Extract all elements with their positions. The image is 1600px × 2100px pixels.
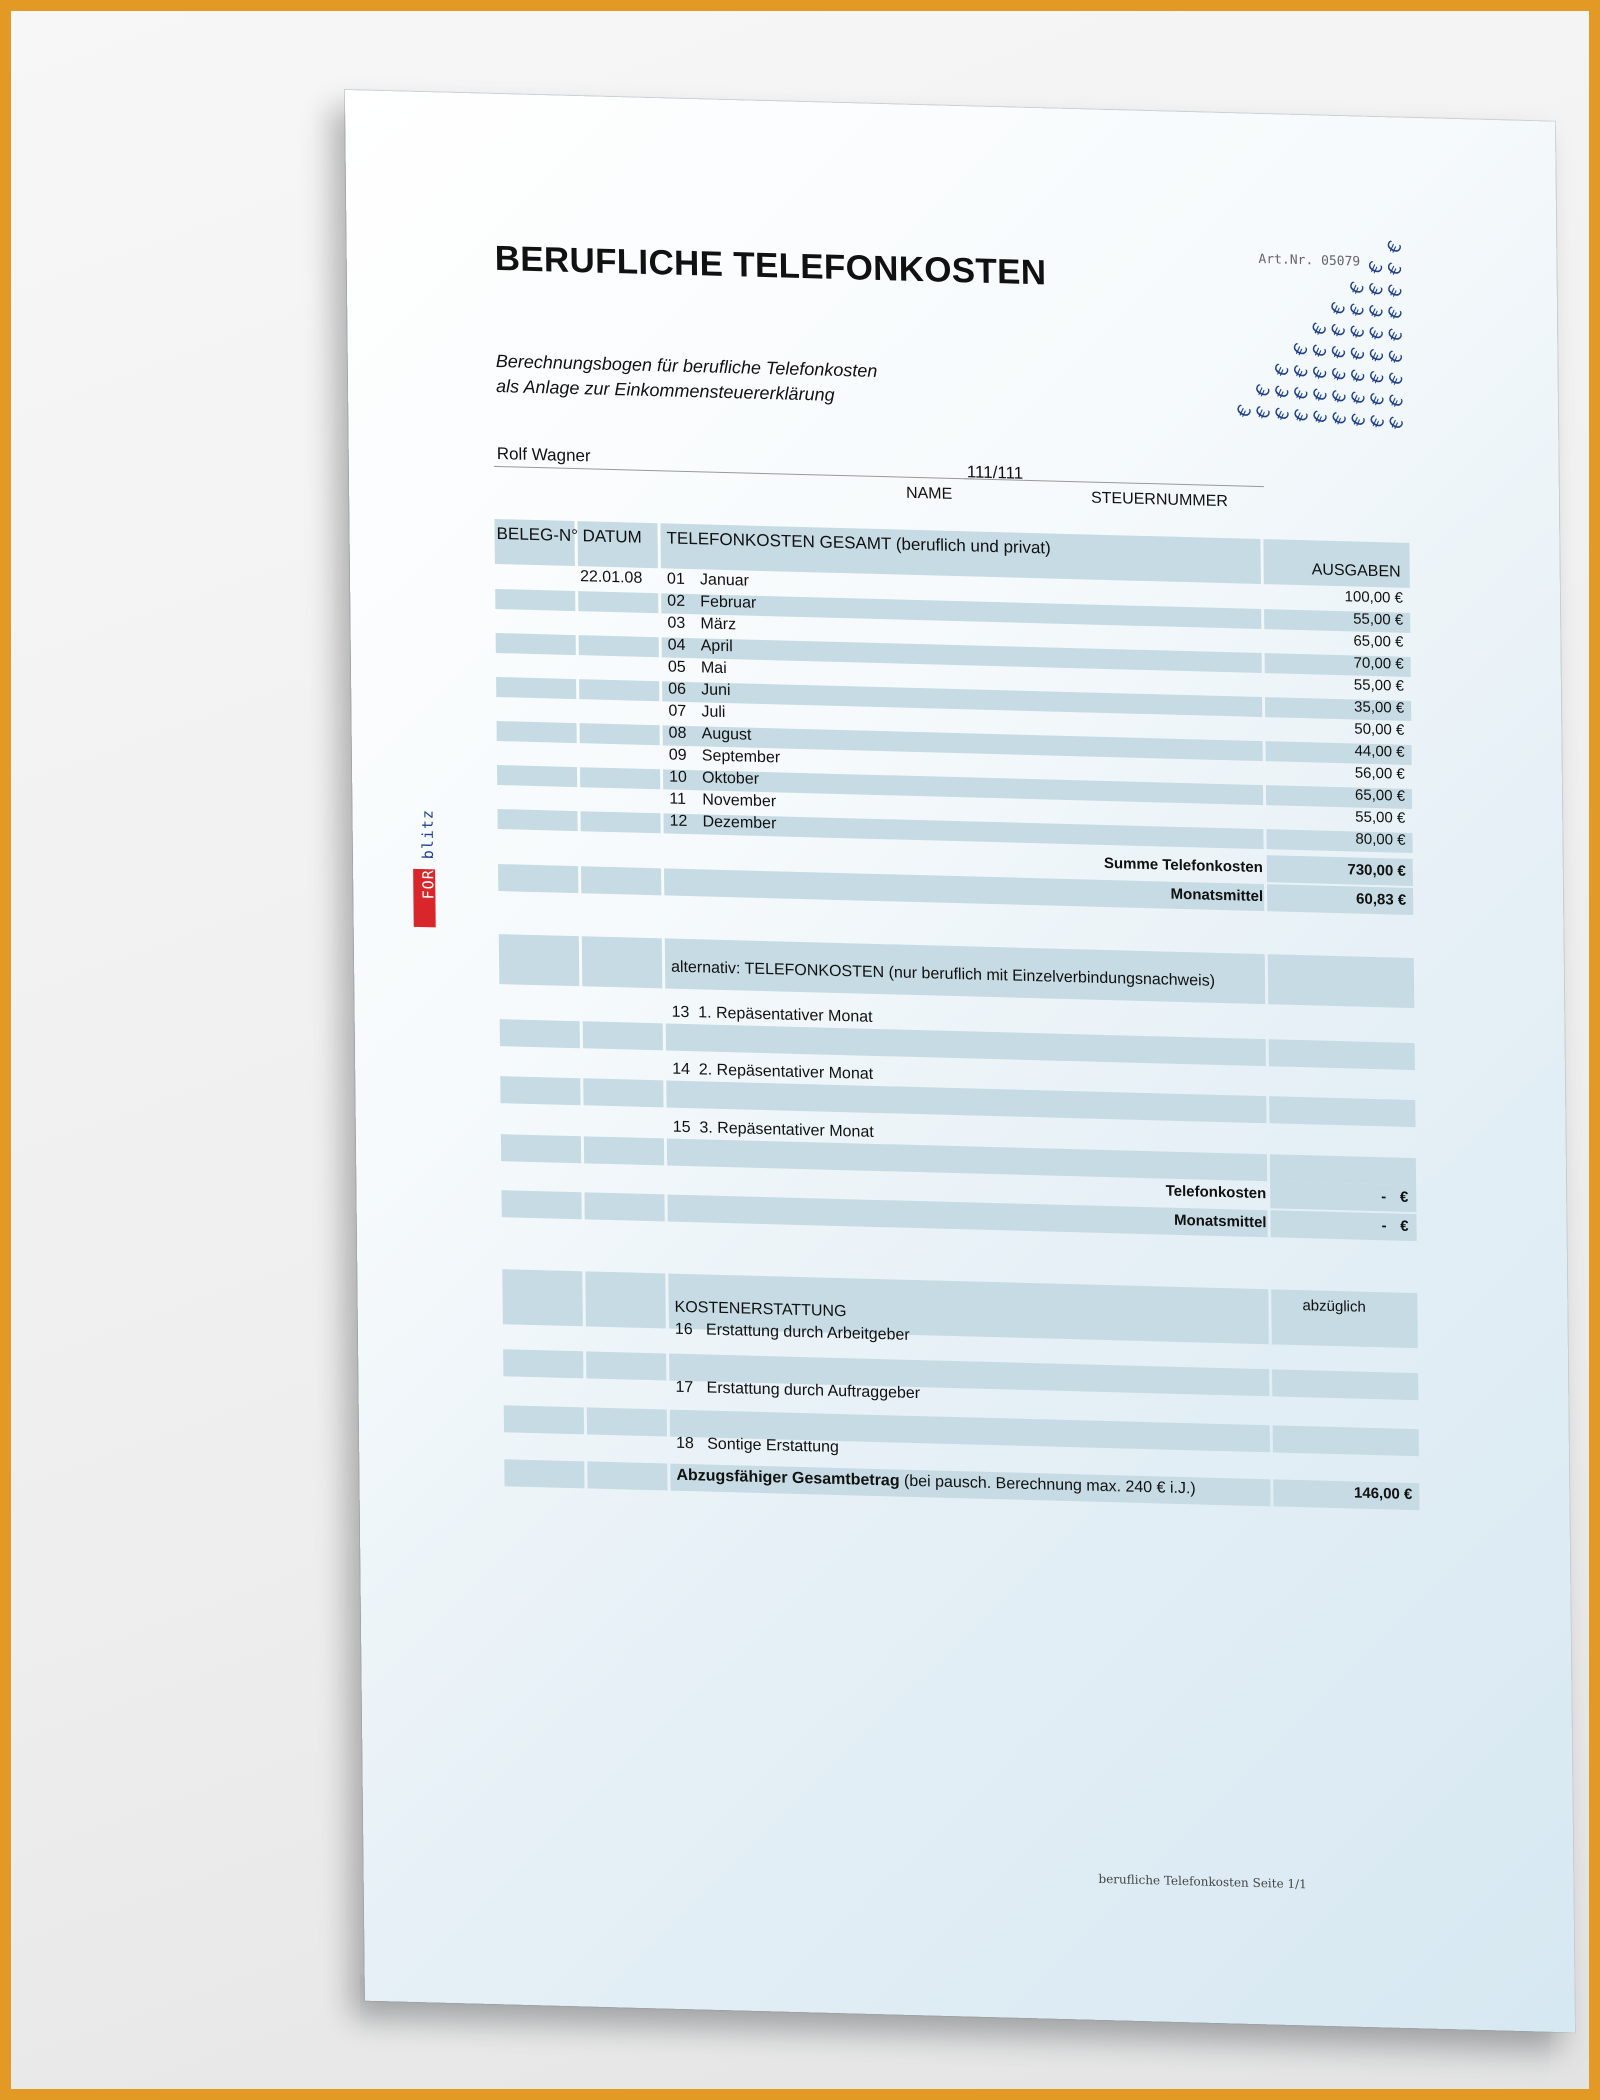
row-amount: 65,00 € [1354, 786, 1406, 805]
euro-pattern-icon [1206, 233, 1409, 448]
row-number: 11 [669, 790, 687, 808]
formblitz-logo [412, 797, 438, 928]
row-label: Sontige Erstattung [707, 1435, 839, 1457]
row-month: April [700, 637, 733, 656]
euro-glyph: € [1364, 302, 1389, 322]
average-label: Monatsmittel [1170, 885, 1264, 906]
table2-average-value: - [1381, 1217, 1387, 1235]
row-number: 14 [672, 1060, 691, 1079]
subtitle-line-1: Berechnungsbogen für berufliche Telefonkosten [495, 350, 878, 381]
table3-amount-header: abzüglich [1302, 1297, 1366, 1316]
euro-glyph: € [1383, 325, 1408, 346]
row-number: 09 [668, 746, 687, 764]
euro-glyph: € [1232, 401, 1257, 422]
average-value: 60,83 € [1356, 890, 1407, 909]
euro-glyph: € [1364, 258, 1388, 278]
row-month: Dezember [702, 813, 777, 833]
row-amount: 100,00 € [1344, 588, 1404, 607]
euro-glyph: € [1364, 346, 1389, 366]
article-number: Art.Nr. 05079 [1258, 251, 1361, 270]
sum-value: 730,00 € [1347, 861, 1406, 880]
table2-row-14 [672, 1061, 873, 1084]
euro-glyph: € [1365, 390, 1390, 410]
euro-glyph: € [1270, 382, 1295, 403]
euro-glyph: € [1364, 324, 1389, 344]
tax-number-value: 111/111 [966, 462, 1024, 483]
row-number: 18 [675, 1434, 694, 1453]
row-month: Oktober [701, 769, 760, 788]
row-number: 08 [668, 724, 687, 742]
logo-text-blitz: blitz [418, 808, 438, 860]
euro-glyph: € [1289, 406, 1314, 426]
row-amount: 35,00 € [1353, 698, 1405, 717]
euro-glyph: € [1289, 362, 1313, 382]
table2-total-value: - [1381, 1188, 1387, 1206]
row-amount: 50,00 € [1354, 720, 1405, 739]
row-number: 07 [668, 702, 687, 720]
euro-glyph: € [1326, 343, 1351, 363]
table2-row-15 [673, 1119, 874, 1142]
row-number: 04 [667, 636, 686, 654]
row-number: 03 [667, 614, 686, 632]
row-month: Juni [701, 681, 731, 700]
euro-glyph: € [1251, 381, 1276, 401]
euro-sign: € [1400, 1217, 1409, 1235]
row-amount: 70,00 € [1353, 654, 1404, 673]
document-page [345, 90, 1575, 2032]
euro-glyph: € [1288, 340, 1313, 360]
logo-text-form: FORM [419, 858, 438, 900]
euro-glyph: € [1346, 388, 1371, 409]
name-underline [494, 466, 974, 480]
row-amount: 80,00 € [1355, 830, 1406, 849]
row-amount: 44,00 € [1354, 742, 1405, 761]
euro-glyph: € [1345, 344, 1370, 365]
euro-glyph: € [1308, 407, 1333, 428]
row-label: Erstattung durch Auftraggeber [706, 1379, 921, 1403]
row-month: März [700, 615, 737, 634]
row-number: 05 [667, 658, 686, 676]
logo-text [418, 789, 437, 920]
column-header-beleg: BELEG-N° [496, 523, 579, 546]
table3-total-value: 146,00 € [1353, 1484, 1413, 1504]
column-header-datum: DATUM [582, 526, 642, 547]
row-amount: 55,00 € [1355, 808, 1406, 827]
euro-glyph: € [1346, 410, 1371, 431]
euro-glyph: € [1365, 412, 1390, 432]
name-value: Rolf Wagner [496, 443, 591, 466]
euro-glyph: € [1384, 413, 1409, 434]
name-label: NAME [905, 484, 953, 503]
page-footer: berufliche Telefonkosten Seite 1/1 [1098, 1871, 1307, 1892]
euro-glyph: € [1326, 321, 1351, 341]
row-amount: 65,00 € [1353, 632, 1404, 651]
euro-glyph: € [1289, 384, 1314, 404]
euro-glyph: € [1345, 322, 1370, 343]
table2-total-label: Telefonkosten [1165, 1182, 1267, 1203]
row-number: 02 [667, 592, 686, 610]
euro-glyph: € [1384, 391, 1409, 412]
euro-glyph: € [1308, 385, 1333, 406]
row-month: Januar [699, 571, 750, 590]
row-label: 1. Repäsentativer Monat [698, 1004, 873, 1026]
row-number: 10 [668, 768, 687, 786]
row-number: 17 [675, 1378, 694, 1397]
euro-glyph: € [1327, 387, 1352, 407]
row-month: Februar [700, 593, 757, 612]
table2-input-row-13 [500, 1019, 1415, 1070]
column-header-ausgaben: AUSGABEN [1311, 561, 1401, 581]
euro-glyph: € [1383, 303, 1408, 324]
row-amount: 55,00 € [1353, 610, 1404, 629]
table3-header: KOSTENERSTATTUNG [674, 1298, 847, 1321]
row-number: 06 [668, 680, 687, 698]
row-label: Erstattung durch Arbeitgeber [705, 1321, 910, 1344]
euro-glyph: € [1384, 369, 1409, 390]
table2-row-13 [671, 1004, 872, 1027]
euro-glyph: € [1270, 404, 1295, 425]
row-amount: 55,00 € [1353, 676, 1404, 695]
euro-glyph: € [1270, 360, 1294, 381]
euro-glyph: € [1345, 300, 1370, 321]
row-month: Mai [700, 659, 727, 678]
document-subtitle [496, 349, 878, 409]
euro-glyph: € [1346, 366, 1371, 387]
table3-row-18 [676, 1435, 839, 1457]
table2-input-row-14 [500, 1076, 1415, 1127]
row-number: 13 [671, 1003, 690, 1022]
euro-glyph: € [1383, 347, 1408, 368]
euro-glyph: € [1383, 259, 1407, 280]
euro-sign: € [1399, 1188, 1409, 1206]
row-date: 22.01.08 [579, 568, 643, 587]
total-label-bold: Abzugsfähiger Gesamtbetrag [676, 1466, 900, 1490]
column-header-description: TELEFONKOSTEN GESAMT (beruflich und privat) [666, 528, 1051, 558]
total-label-note: (bei pausch. Berechnung max. 240 € i.J.) [903, 1472, 1196, 1498]
euro-glyph: € [1345, 278, 1370, 299]
euro-glyph: € [1365, 368, 1390, 388]
row-amount: 56,00 € [1354, 764, 1405, 783]
row-month: September [701, 747, 781, 767]
euro-glyph: € [1308, 363, 1333, 384]
euro-glyph: € [1251, 403, 1276, 423]
row-number: 12 [669, 812, 688, 831]
document-title: BERUFLICHE TELEFONKOSTEN [494, 238, 1047, 293]
euro-glyph: € [1307, 319, 1332, 340]
euro-glyph: € [1326, 299, 1351, 319]
row-label: 3. Repäsentativer Monat [699, 1119, 874, 1141]
table3-header-row [502, 1269, 1418, 1348]
row-number: 16 [674, 1320, 693, 1339]
euro-glyph: € [1382, 237, 1407, 258]
table2-header: alternativ: TELEFONKOSTEN (nur beruflich mit Einzelverbindungsnachweis) [670, 958, 1216, 990]
euro-glyph: € [1307, 341, 1332, 362]
table2-average-label: Monatsmittel [1173, 1211, 1267, 1232]
row-label: 2. Repäsentativer Monat [698, 1061, 874, 1083]
row-month: August [701, 725, 752, 744]
euro-glyph: € [1327, 409, 1352, 429]
euro-glyph: € [1383, 281, 1408, 302]
row-number: 15 [672, 1118, 691, 1137]
subtitle-line-2: als Anlage zur Einkommensteuererklärung [495, 375, 835, 405]
euro-glyph: € [1364, 280, 1389, 300]
row-month: Juli [701, 703, 726, 722]
sum-label: Summe Telefonkosten [1103, 854, 1263, 877]
tax-number-label: STEUERNUMMER [1090, 489, 1228, 511]
table3-input-row-18 [504, 1405, 1419, 1456]
row-number: 01 [666, 570, 685, 588]
row-month: November [702, 791, 777, 811]
euro-glyph: € [1327, 365, 1352, 385]
table3-input-row-17 [503, 1349, 1418, 1400]
